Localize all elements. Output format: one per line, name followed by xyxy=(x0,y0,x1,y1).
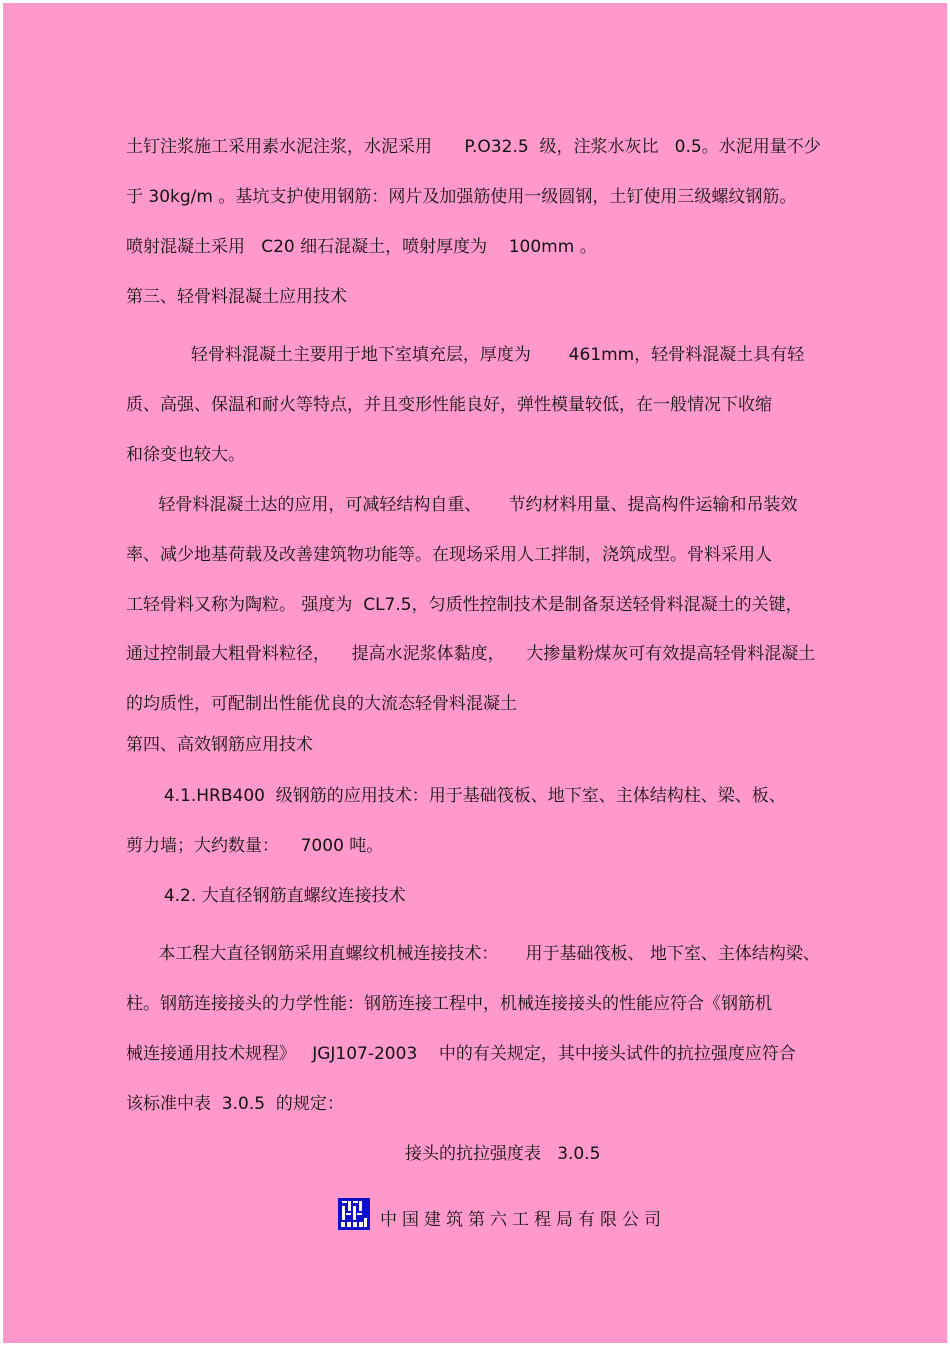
section-heading-4: 第四、高效钢筋应用技术 xyxy=(126,735,313,755)
document-page xyxy=(3,3,947,1343)
text-line-14: 4.1.HRB400 级钢筋的应用技术：用于基础筏板、地下室、主体结构柱、梁、板、 xyxy=(126,786,786,806)
text-line-15: 剪力墙；大约数量： 7000 吨。 xyxy=(126,836,384,856)
text-line-11: 通过控制最大粗骨料粒径， 提高水泥浆体黏度， 大掺量粉煤灰可有效提高轻骨料混凝土 xyxy=(126,644,816,664)
text-line-1: 土钉注浆施工采用素水泥注浆，水泥采用 P.O32.5 级，注浆水灰比 0.5。水泥用量不少 xyxy=(126,137,821,157)
text-line-12: 的均质性，可配制出性能优良的大流态轻骨料混凝土 xyxy=(126,694,517,714)
company-name: 中国建筑第六工程局有限公司 xyxy=(380,1210,666,1230)
text-line-5: 轻骨料混凝土主要用于地下室填充层，厚度为 461mm，轻骨料混凝土具有轻 xyxy=(126,345,805,365)
text-line-20: 该标准中表 3.0.5 的规定： xyxy=(126,1094,344,1114)
text-line-17: 本工程大直径钢筋采用直螺纹机械连接技术： 用于基础筏板、 地下室、主体结构梁、 xyxy=(126,944,820,964)
subsection-heading-4-2: 4.2. 大直径钢筋直螺纹连接技术 xyxy=(126,886,406,906)
text-line-7: 和徐变也较大。 xyxy=(126,445,245,465)
table-caption: 接头的抗拉强度表 3.0.5 xyxy=(405,1144,601,1164)
section-heading-3: 第三、轻骨料混凝土应用技术 xyxy=(126,287,347,307)
text-line-9: 率、减少地基荷载及改善建筑物功能等。在现场采用人工拌制，浇筑成型。骨料采用人 xyxy=(126,545,772,565)
text-line-10: 工轻骨料又称为陶粒。 强度为 CL7.5，匀质性控制技术是制备泵送轻骨料混凝土的关键， xyxy=(126,595,803,615)
text-line-18: 柱。钢筋连接接头的力学性能：钢筋连接工程中，机械连接接头的性能应符合《钢筋机 xyxy=(126,994,772,1014)
text-line-8: 轻骨料混凝土达的应用，可减轻结构自重、 节约材料用量、提高构件运输和吊装效 xyxy=(126,495,798,515)
text-line-2: 于 30kg/m 。基坑支护使用钢筋：网片及加强筋使用一级圆钢，土钉使用三级螺纹钢筋。 xyxy=(126,187,797,207)
text-line-6: 质、高强、保温和耐火等特点，并且变形性能良好，弹性模量较低，在一般情况下收缩 xyxy=(126,395,772,415)
cscec-logo-icon xyxy=(338,1198,370,1230)
text-line-3: 喷射混凝土采用 C20 细石混凝土，喷射厚度为 100mm 。 xyxy=(126,237,597,257)
text-line-19: 械连接通用技术规程》 JGJ107-2003 中的有关规定，其中接头试件的抗拉强度应符合 xyxy=(126,1044,796,1064)
